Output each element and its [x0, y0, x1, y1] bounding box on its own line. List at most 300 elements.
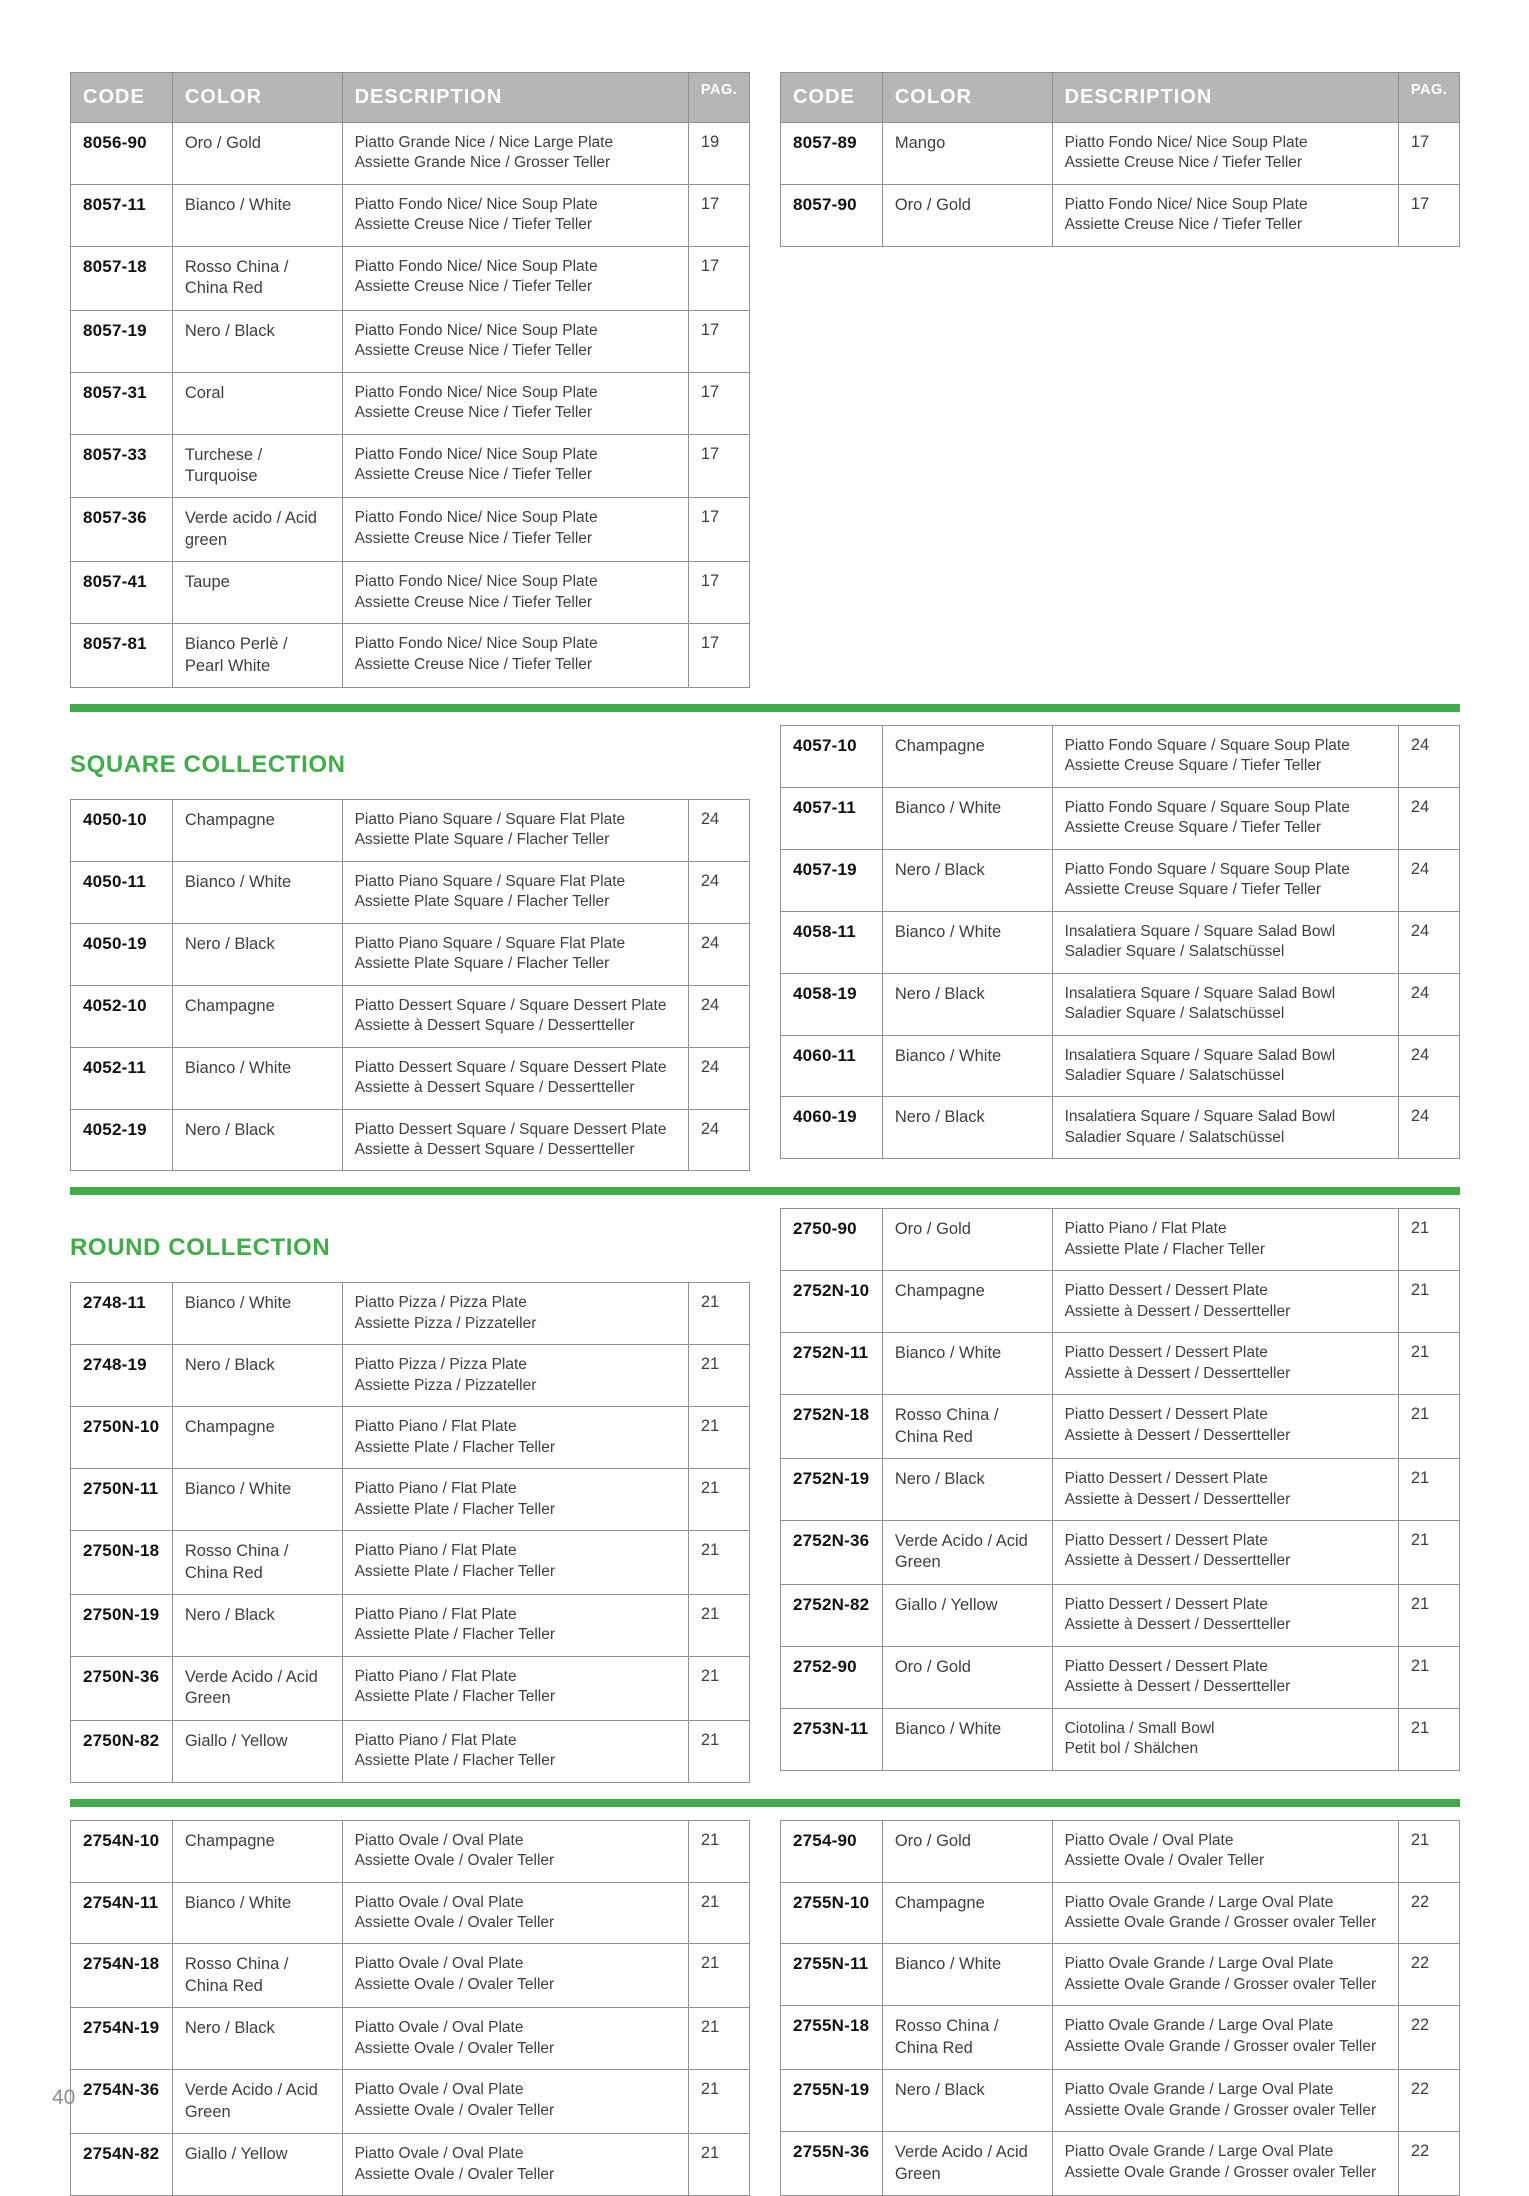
product-row [71, 1109, 750, 1171]
product-code: 4050-11 [71, 861, 173, 923]
product-row [781, 1209, 1460, 1271]
description-line-1: Piatto Dessert / Dessert Plate [1064, 1531, 1268, 1549]
product-code: 2752N-82 [781, 1584, 883, 1646]
section-round-collection [70, 1208, 1460, 1782]
description-line-2: Assiette Creuse Nice / Tiefer Teller [354, 655, 593, 673]
product-code: 2750N-18 [71, 1531, 173, 1595]
description-line-2: Assiette Plate / Flacher Teller [354, 1752, 556, 1770]
product-description [1052, 973, 1398, 1035]
product-code: 4052-11 [71, 1047, 173, 1109]
product-page-ref: 21 [688, 1283, 749, 1345]
product-code: 2752N-10 [781, 1271, 883, 1333]
product-code: 8057-11 [71, 184, 173, 246]
product-page-ref: 17 [688, 498, 749, 562]
column-header-code: CODE [71, 73, 173, 123]
description-line-1: Piatto Ovale / Oval Plate [354, 2019, 524, 2037]
product-description [342, 2070, 688, 2134]
product-color: Rosso China / China Red [882, 1395, 1052, 1459]
description-line-1: Piatto Fondo Nice/ Nice Soup Plate [354, 573, 598, 591]
section-square-collection [70, 725, 1460, 1171]
description-line-1: Piatto Fondo Square / Square Soup Plate [1064, 737, 1350, 755]
product-description [1052, 849, 1398, 911]
description-line-1: Piatto Pizza / Pizza Plate [354, 1294, 527, 1312]
product-row [71, 246, 750, 310]
product-color: Champagne [172, 985, 342, 1047]
description-line-2: Assiette Ovale / Ovaler Teller [354, 2039, 555, 2057]
product-row [71, 1820, 750, 1882]
product-page-ref: 21 [688, 2008, 749, 2070]
product-description [342, 861, 688, 923]
product-table [70, 1282, 750, 1782]
description-line-1: Piatto Ovale Grande / Large Oval Plate [1064, 2081, 1334, 2099]
section-nice-left-column [70, 72, 750, 688]
description-line-2: Assiette Plate / Flacher Teller [1064, 1240, 1266, 1258]
description-line-2: Assiette Creuse Nice / Tiefer Teller [354, 529, 593, 547]
product-description [342, 310, 688, 372]
column-header-color: COLOR [172, 73, 342, 123]
product-page-ref: 21 [1398, 1459, 1459, 1521]
description-line-2: Assiette à Dessert / Dessertteller [1064, 1302, 1291, 1320]
product-page-ref: 17 [688, 624, 749, 688]
section-divider [70, 1799, 1460, 1807]
description-line-1: Insalatiera Square / Square Salad Bowl [1064, 1108, 1336, 1126]
description-line-2: Assiette Pizza / Pizzateller [354, 1376, 537, 1394]
product-code: 4060-19 [781, 1097, 883, 1159]
description-line-2: Assiette Ovale / Ovaler Teller [354, 1975, 555, 1993]
product-table [70, 72, 750, 688]
product-page-ref: 21 [688, 1720, 749, 1782]
description-line-2: Assiette Creuse Nice / Tiefer Teller [354, 216, 593, 234]
description-line-2: Petit bol / Shälchen [1064, 1740, 1199, 1758]
description-line-1: Piatto Fondo Nice/ Nice Soup Plate [354, 509, 598, 527]
description-line-1: Piatto Fondo Nice/ Nice Soup Plate [1064, 134, 1308, 151]
product-row [781, 1708, 1460, 1770]
column-header-description: DESCRIPTION [342, 73, 688, 123]
description-line-1: Piatto Piano Square / Square Flat Plate [354, 934, 626, 952]
product-description [1052, 1271, 1398, 1333]
product-code: 2752N-36 [781, 1520, 883, 1584]
description-line-2: Assiette Plate Square / Flacher Teller [354, 893, 610, 911]
description-line-2: Assiette Creuse Nice / Tiefer Teller [354, 404, 593, 422]
description-line-1: Piatto Piano / Flat Plate [354, 1667, 517, 1685]
product-row [71, 985, 750, 1047]
product-description [1052, 1097, 1398, 1159]
description-line-2: Assiette à Dessert / Dessertteller [1064, 1364, 1291, 1382]
product-table [70, 799, 750, 1171]
section-oval-plates [70, 1820, 1460, 2196]
product-page-ref: 24 [1398, 1097, 1459, 1159]
product-page-ref: 17 [688, 372, 749, 434]
product-code: 4050-19 [71, 923, 173, 985]
product-color: Coral [172, 372, 342, 434]
description-line-2: Assiette Creuse Square / Tiefer Teller [1064, 757, 1322, 775]
product-row [71, 498, 750, 562]
product-code: 2750-90 [781, 1209, 883, 1271]
product-page-ref: 22 [1398, 1882, 1459, 1944]
description-line-2: Assiette à Dessert / Dessertteller [1064, 1552, 1291, 1570]
product-color: Taupe [172, 562, 342, 624]
description-line-1: Piatto Fondo Nice/ Nice Soup Plate [354, 321, 598, 339]
description-line-2: Assiette Ovale Grande / Grosser ovaler Teller [1064, 2037, 1377, 2055]
product-row [781, 1097, 1460, 1159]
column-header-description: DESCRIPTION [1052, 73, 1398, 123]
product-row [781, 911, 1460, 973]
product-description [342, 184, 688, 246]
product-page-ref: 24 [688, 1109, 749, 1171]
product-description [342, 562, 688, 624]
section-square-right-column [780, 725, 1460, 1159]
product-description [342, 1820, 688, 1882]
product-page-ref: 17 [688, 562, 749, 624]
product-row [71, 1047, 750, 1109]
description-line-1: Piatto Piano / Flat Plate [354, 1418, 517, 1436]
product-page-ref: 21 [1398, 1584, 1459, 1646]
product-row [71, 1594, 750, 1656]
product-page-ref: 24 [688, 861, 749, 923]
product-color: Nero / Black [882, 2070, 1052, 2132]
product-code: 4052-10 [71, 985, 173, 1047]
product-description [342, 1656, 688, 1720]
product-description [342, 1594, 688, 1656]
product-color: Bianco / White [882, 1944, 1052, 2006]
product-page-ref: 24 [1398, 787, 1459, 849]
product-description [342, 1047, 688, 1109]
description-line-2: Assiette Plate Square / Flacher Teller [354, 955, 610, 973]
product-description [1052, 726, 1398, 788]
product-page-ref: 24 [688, 1047, 749, 1109]
product-color: Champagne [172, 800, 342, 862]
section-nice-plates [70, 72, 1460, 688]
product-row [71, 184, 750, 246]
description-line-2: Assiette à Dessert / Dessertteller [1064, 1678, 1291, 1696]
product-page-ref: 21 [1398, 1646, 1459, 1708]
product-page-ref: 17 [1398, 184, 1459, 246]
product-description [342, 1407, 688, 1469]
product-color: Bianco / White [172, 1047, 342, 1109]
product-description [342, 800, 688, 862]
product-code: 2752N-19 [781, 1459, 883, 1521]
product-page-ref: 21 [688, 1469, 749, 1531]
product-color: Nero / Black [172, 1345, 342, 1407]
product-description [342, 1720, 688, 1782]
product-code: 4057-19 [781, 849, 883, 911]
description-line-2: Assiette Plate / Flacher Teller [354, 1438, 556, 1456]
table-header-row [71, 73, 750, 123]
description-line-2: Assiette Plate / Flacher Teller [354, 1500, 556, 1518]
product-page-ref: 22 [1398, 2070, 1459, 2132]
product-row [781, 849, 1460, 911]
description-line-2: Assiette Ovale Grande / Grosser ovaler Teller [1064, 1914, 1377, 1932]
product-page-ref: 22 [1398, 1944, 1459, 2006]
product-code: 2754N-11 [71, 1882, 173, 1944]
product-color: Bianco / White [172, 184, 342, 246]
product-description [1052, 1035, 1398, 1097]
product-row [781, 973, 1460, 1035]
section-square-left-column [70, 725, 750, 1171]
product-row [71, 123, 750, 185]
product-description [342, 985, 688, 1047]
product-row [71, 1882, 750, 1944]
product-color: Bianco / White [882, 1035, 1052, 1097]
product-description [342, 1944, 688, 2008]
product-page-ref: 21 [1398, 1209, 1459, 1271]
product-row [71, 2008, 750, 2070]
description-line-2: Assiette à Dessert Square / Dessertteller [354, 1017, 635, 1035]
product-description [342, 624, 688, 688]
product-page-ref: 17 [1398, 123, 1459, 185]
product-description [342, 1882, 688, 1944]
product-description [1052, 1646, 1398, 1708]
product-page-ref: 21 [688, 2070, 749, 2134]
description-line-2: Assiette Creuse Nice / Tiefer Teller [1064, 216, 1303, 234]
product-code: 8057-90 [781, 184, 883, 246]
product-page-ref: 21 [688, 2134, 749, 2196]
description-line-2: Assiette Creuse Square / Tiefer Teller [1064, 881, 1322, 899]
product-color: Nero / Black [882, 1097, 1052, 1159]
description-line-2: Assiette Plate / Flacher Teller [354, 1626, 556, 1644]
product-color: Giallo / Yellow [172, 1720, 342, 1782]
description-line-1: Piatto Ovale / Oval Plate [1064, 1831, 1234, 1849]
product-description [342, 246, 688, 310]
product-table [780, 1820, 1460, 2196]
product-row [71, 562, 750, 624]
product-color: Verde Acido / Acid Green [882, 2132, 1052, 2196]
description-line-2: Assiette Ovale Grande / Grosser ovaler Teller [1064, 2163, 1377, 2181]
description-line-1: Piatto Fondo Square / Square Soup Plate [1064, 798, 1350, 816]
description-line-2: Assiette Plate / Flacher Teller [354, 1562, 556, 1580]
description-line-2: Assiette Ovale / Ovaler Teller [354, 2165, 555, 2183]
product-color: Turchese / Turquoise [172, 434, 342, 498]
product-page-ref: 22 [1398, 2006, 1459, 2070]
product-description [342, 2008, 688, 2070]
product-row [781, 2006, 1460, 2070]
product-row [71, 1469, 750, 1531]
product-description [1052, 1333, 1398, 1395]
product-page-ref: 21 [1398, 1333, 1459, 1395]
product-color: Rosso China / China Red [172, 246, 342, 310]
product-description [1052, 184, 1398, 246]
product-color: Oro / Gold [172, 123, 342, 185]
description-line-1: Piatto Fondo Square / Square Soup Plate [1064, 860, 1350, 878]
description-line-2: Assiette Creuse Nice / Tiefer Teller [354, 342, 593, 360]
product-code: 8057-33 [71, 434, 173, 498]
product-row [71, 1656, 750, 1720]
product-color: Rosso China / China Red [882, 2006, 1052, 2070]
product-description [1052, 1944, 1398, 2006]
description-line-2: Assiette Creuse Nice / Tiefer Teller [1064, 154, 1303, 172]
product-description [1052, 1459, 1398, 1521]
product-row [781, 2070, 1460, 2132]
product-page-ref: 21 [688, 1820, 749, 1882]
product-row [781, 726, 1460, 788]
product-color: Nero / Black [172, 310, 342, 372]
product-table [780, 1208, 1460, 1770]
description-line-1: Piatto Dessert / Dessert Plate [1064, 1470, 1268, 1488]
description-line-1: Piatto Dessert Square / Square Dessert Plate [354, 1120, 667, 1138]
product-color: Nero / Black [882, 849, 1052, 911]
description-line-2: Saladier Square / Salatschüssel [1064, 1005, 1285, 1023]
product-row [781, 1882, 1460, 1944]
product-code: 2754N-18 [71, 1944, 173, 2008]
product-table [780, 725, 1460, 1159]
product-code: 2754N-36 [71, 2070, 173, 2134]
product-page-ref: 19 [688, 123, 749, 185]
description-line-2: Assiette Creuse Nice / Tiefer Teller [354, 593, 593, 611]
product-color: Nero / Black [882, 973, 1052, 1035]
description-line-1: Piatto Dessert / Dessert Plate [1064, 1344, 1268, 1362]
description-line-1: Piatto Piano / Flat Plate [354, 1605, 517, 1623]
product-code: 2755N-11 [781, 1944, 883, 2006]
product-row [781, 184, 1460, 246]
product-code: 2755N-18 [781, 2006, 883, 2070]
product-row [781, 1395, 1460, 1459]
product-color: Oro / Gold [882, 1820, 1052, 1882]
description-line-1: Piatto Fondo Nice/ Nice Soup Plate [354, 195, 598, 213]
product-code: 4050-10 [71, 800, 173, 862]
description-line-1: Piatto Ovale Grande / Large Oval Plate [1064, 1893, 1334, 1911]
product-description [342, 923, 688, 985]
product-code: 2752-90 [781, 1646, 883, 1708]
product-code: 8057-41 [71, 562, 173, 624]
description-line-2: Assiette à Dessert Square / Dessertteller [354, 1079, 635, 1097]
product-code: 8057-18 [71, 246, 173, 310]
product-code: 2748-11 [71, 1283, 173, 1345]
product-color: Oro / Gold [882, 184, 1052, 246]
product-row [71, 923, 750, 985]
product-row [71, 1720, 750, 1782]
description-line-2: Assiette Creuse Nice / Tiefer Teller [354, 465, 593, 483]
description-line-1: Piatto Piano Square / Square Flat Plate [354, 872, 626, 890]
product-row [71, 310, 750, 372]
product-code: 4060-11 [781, 1035, 883, 1097]
product-description [1052, 1584, 1398, 1646]
description-line-1: Piatto Piano / Flat Plate [354, 1731, 517, 1749]
section-divider [70, 1187, 1460, 1195]
description-line-1: Piatto Ovale / Oval Plate [354, 1955, 524, 1973]
description-line-2: Assiette Creuse Square / Tiefer Teller [1064, 819, 1322, 837]
product-color: Oro / Gold [882, 1209, 1052, 1271]
product-page-ref: 21 [688, 1656, 749, 1720]
product-page-ref: 24 [1398, 726, 1459, 788]
product-table [70, 1820, 750, 2196]
description-line-2: Assiette Plate / Flacher Teller [354, 1688, 556, 1706]
product-color: Giallo / Yellow [172, 2134, 342, 2196]
product-page-ref: 21 [688, 1594, 749, 1656]
description-line-1: Piatto Piano / Flat Plate [354, 1542, 517, 1560]
product-color: Champagne [882, 1882, 1052, 1944]
product-color: Bianco / White [882, 911, 1052, 973]
product-code: 8057-31 [71, 372, 173, 434]
product-row [781, 2132, 1460, 2196]
product-color: Rosso China / China Red [172, 1944, 342, 2008]
product-code: 2750N-36 [71, 1656, 173, 1720]
column-header-color: COLOR [882, 73, 1052, 123]
product-page-ref: 17 [688, 434, 749, 498]
section-divider [70, 704, 1460, 712]
product-row [781, 1459, 1460, 1521]
description-line-2: Assiette Ovale / Ovaler Teller [1064, 1852, 1265, 1870]
product-color: Verde Acido / Acid Green [172, 2070, 342, 2134]
product-color: Bianco / White [172, 861, 342, 923]
section-nice-right-column [780, 72, 1460, 247]
product-code: 2752N-18 [781, 1395, 883, 1459]
description-line-1: Insalatiera Square / Square Salad Bowl [1064, 984, 1336, 1002]
product-page-ref: 21 [1398, 1820, 1459, 1882]
product-row [71, 1531, 750, 1595]
product-code: 2750N-10 [71, 1407, 173, 1469]
product-page-ref: 24 [1398, 1035, 1459, 1097]
product-description [342, 1531, 688, 1595]
column-header-page: PAG. [1398, 73, 1459, 123]
product-description [1052, 2132, 1398, 2196]
product-row [71, 1407, 750, 1469]
product-description [1052, 1882, 1398, 1944]
product-description [342, 1283, 688, 1345]
product-color: Bianco / White [882, 787, 1052, 849]
product-color: Nero / Black [172, 1594, 342, 1656]
description-line-1: Piatto Dessert Square / Square Dessert Plate [354, 996, 667, 1014]
product-page-ref: 17 [688, 246, 749, 310]
description-line-1: Insalatiera Square / Square Salad Bowl [1064, 1046, 1336, 1064]
product-row [781, 1035, 1460, 1097]
product-page-ref: 22 [1398, 2132, 1459, 2196]
description-line-1: Insalatiera Square / Square Salad Bowl [1064, 922, 1336, 940]
description-line-1: Piatto Dessert / Dessert Plate [1064, 1406, 1268, 1424]
product-code: 2754-90 [781, 1820, 883, 1882]
product-description [342, 123, 688, 185]
product-page-ref: 17 [688, 184, 749, 246]
product-row [71, 434, 750, 498]
product-row [781, 1271, 1460, 1333]
product-code: 2754N-82 [71, 2134, 173, 2196]
description-line-2: Assiette à Dessert / Dessertteller [1064, 1616, 1291, 1634]
table-header-row [781, 73, 1460, 123]
product-row [71, 372, 750, 434]
product-description [1052, 1395, 1398, 1459]
square-collection-heading: SQUARE COLLECTION [70, 751, 346, 779]
product-color: Bianco / White [882, 1708, 1052, 1770]
description-line-1: Piatto Fondo Nice/ Nice Soup Plate [1064, 195, 1308, 213]
product-row [71, 861, 750, 923]
description-line-1: Piatto Ovale Grande / Large Oval Plate [1064, 2017, 1334, 2035]
product-description [1052, 2006, 1398, 2070]
product-row [71, 800, 750, 862]
description-line-1: Piatto Piano / Flat Plate [354, 1480, 517, 1498]
product-page-ref: 24 [688, 923, 749, 985]
product-code: 2753N-11 [781, 1708, 883, 1770]
product-page-ref: 21 [688, 1944, 749, 2008]
product-color: Bianco / White [172, 1469, 342, 1531]
product-page-ref: 21 [688, 1407, 749, 1469]
product-code: 2750N-11 [71, 1469, 173, 1531]
product-page-ref: 21 [1398, 1708, 1459, 1770]
product-row [781, 1944, 1460, 2006]
description-line-1: Piatto Pizza / Pizza Plate [354, 1356, 527, 1374]
description-line-1: Piatto Ovale / Oval Plate [354, 1831, 524, 1849]
description-line-1: Piatto Fondo Nice/ Nice Soup Plate [354, 257, 598, 275]
product-color: Nero / Black [882, 1459, 1052, 1521]
product-description [1052, 787, 1398, 849]
description-line-1: Piatto Ovale / Oval Plate [354, 2145, 524, 2163]
product-page-ref: 21 [1398, 1271, 1459, 1333]
product-color: Verde Acido / Acid Green [882, 1520, 1052, 1584]
product-page-ref: 21 [1398, 1395, 1459, 1459]
product-description [342, 498, 688, 562]
description-line-1: Ciotolina / Small Bowl [1064, 1719, 1215, 1737]
description-line-2: Assiette Ovale / Ovaler Teller [354, 2101, 555, 2119]
description-line-1: Piatto Dessert / Dessert Plate [1064, 1282, 1268, 1300]
section-round-right-column [780, 1208, 1460, 1770]
